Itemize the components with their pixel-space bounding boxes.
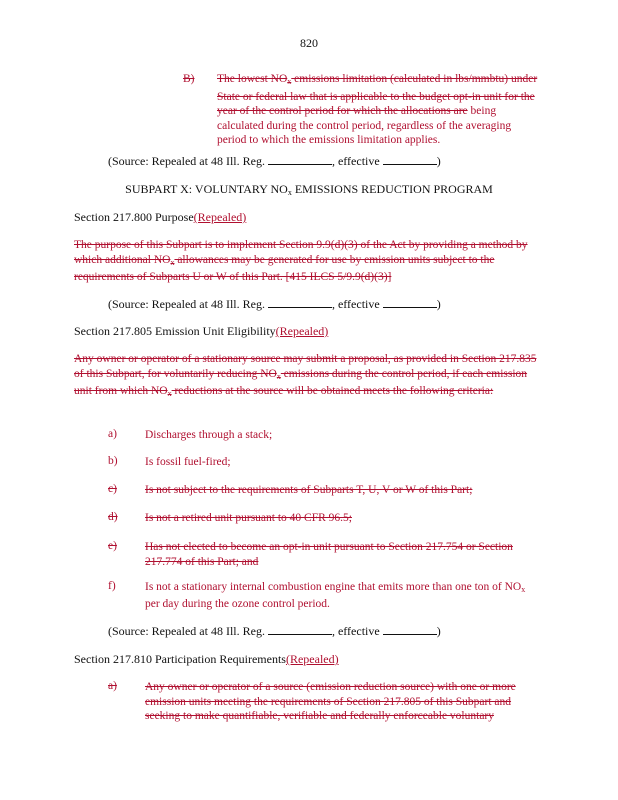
list-item: Is not a retired unit pursuant to 40 CFR 96.5; xyxy=(145,512,352,524)
section-heading-217-800: Section 217.800 Purpose(Repealed) xyxy=(74,210,247,224)
list-item: Discharges through a stack; xyxy=(145,429,273,441)
section-217-800-body: The purpose of this Subpart is to implement Section 9.9(d)(3) of the Act by providing a method by which additional $NO_x$ allowances may be generated for use by emission units subject to the requirements of Subparts U or W of this Part. [415 ILCS 5/9.9(d)(3)] xyxy=(74,239,528,283)
list-item: Is fossil fuel-fired; xyxy=(145,456,231,468)
list-item: Has not elected to become an opt-in unit pursuant to Section 217.754 or Section 217.774 of this Part; and xyxy=(145,541,513,568)
section-heading-217-805: Section 217.805 Emission Unit Eligibility(Repealed) xyxy=(74,324,329,338)
list-item-label: f) xyxy=(108,580,116,592)
list-item-label: e) xyxy=(108,540,117,552)
para-b-label: B) xyxy=(183,73,195,85)
list-item: Is not a stationary internal combustion engine that emits more than one ton of $NO_x$ per day during the ozone control period. xyxy=(145,581,526,610)
source-note: (Source: Repealed at 48 Ill. Reg. , effective ) xyxy=(108,624,441,638)
list-item-label: b) xyxy=(108,455,118,467)
list-item-label: c) xyxy=(108,483,117,495)
repealed-marker: (Repealed) xyxy=(275,324,329,338)
page-number: 820 xyxy=(300,36,318,50)
para-b-text: The lowest $NO_x$ emissions limitation (calculated in lbs/mmbtu) under State or federal law that is applicable to the budget opt-in unit for the year of the control period for which the allocations are being calculated during the control period, regardless of the averaging period to which the emissions limitation applies. xyxy=(217,73,538,146)
source-note: (Source: Repealed at 48 Ill. Reg. , effective ) xyxy=(108,154,441,168)
list-item: Is not subject to the requirements of Subparts T, U, V or W of this Part; xyxy=(145,484,473,496)
list-item: Any owner or operator of a source (emission reduction source) with one or more emission units meeting the requirements of Section 217.805 of this Subpart and seeking to make quantifiable, verifiable and federally enforceable voluntary xyxy=(145,681,516,722)
repealed-marker: (Repealed) xyxy=(193,210,247,224)
list-item-label: a) xyxy=(108,428,117,440)
source-note: (Source: Repealed at 48 Ill. Reg. , effective ) xyxy=(108,297,441,311)
list-item-label: a) xyxy=(108,680,117,692)
section-heading-217-810: Section 217.810 Participation Requirements(Repealed) xyxy=(74,652,339,666)
subpart-title: SUBPART X: VOLUNTARY $NO_x$ EMISSIONS REDUCTION PROGRAM xyxy=(125,182,493,197)
section-217-805-body: Any owner or operator of a stationary source may submit a proposal, as provided in Section 217.835 of this Subpart, for voluntarily reducing $NO_x$ emissions during the control period, if each emission unit from which $NO_x$ reductions at the source will be obtained meets the following criteria: xyxy=(74,353,537,398)
repealed-marker: (Repealed) xyxy=(285,652,339,666)
list-item-label: d) xyxy=(108,511,118,523)
